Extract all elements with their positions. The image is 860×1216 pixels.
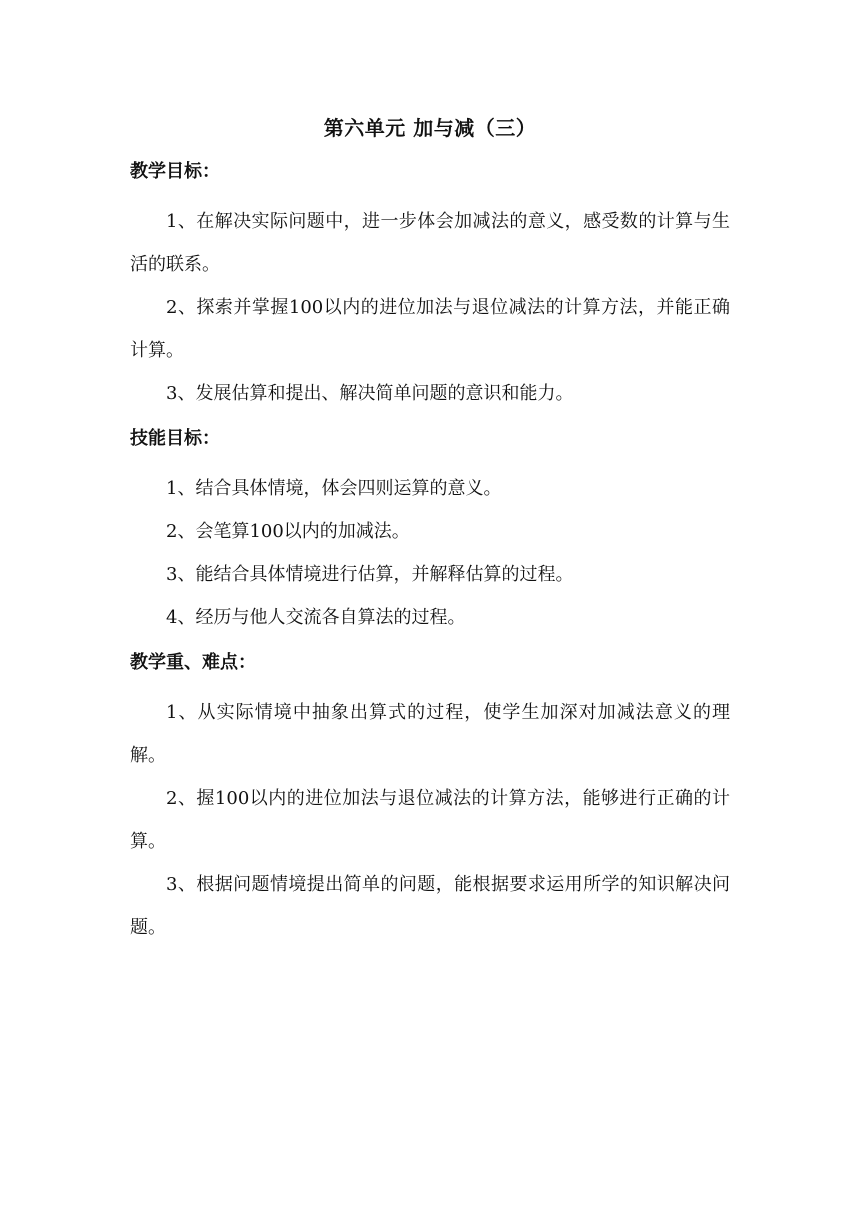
skill-goal-item: 4、经历与他人交流各自算法的过程。	[166, 607, 466, 628]
teaching-goal-item: 1、在解决实际问题中，进一步体会加减法的意义，感受数的计算与生活的联系。	[130, 211, 730, 275]
section-heading-key-difficulties: 教学重、难点：	[130, 652, 256, 673]
section-heading-teaching-goals: 教学目标：	[130, 161, 220, 182]
key-difficulty-item: 1、从实际情境中抽象出算式的过程，使学生加深对加减法意义的理解。	[130, 702, 730, 766]
skill-goal-item: 2、会笔算100以内的加减法。	[166, 521, 410, 542]
skill-goal-item: 3、能结合具体情境进行估算，并解释估算的过程。	[166, 564, 574, 585]
teaching-goal-item: 3、发展估算和提出、解决简单问题的意识和能力。	[166, 383, 574, 404]
key-difficulty-item: 2、握100以内的进位加法与退位减法的计算方法，能够进行正确的计算。	[130, 788, 730, 852]
skill-goal-item: 1、结合具体情境，体会四则运算的意义。	[166, 478, 502, 499]
teaching-goal-item: 2、探索并掌握100以内的进位加法与退位减法的计算方法，并能正确计算。	[130, 297, 730, 361]
key-difficulty-item: 3、根据问题情境提出简单的问题，能根据要求运用所学的知识解决问题。	[130, 874, 730, 938]
page-title: 第六单元 加与减（三）	[323, 116, 537, 140]
section-heading-skill-goals: 技能目标：	[130, 428, 220, 449]
document-content	[130, 112, 730, 949]
